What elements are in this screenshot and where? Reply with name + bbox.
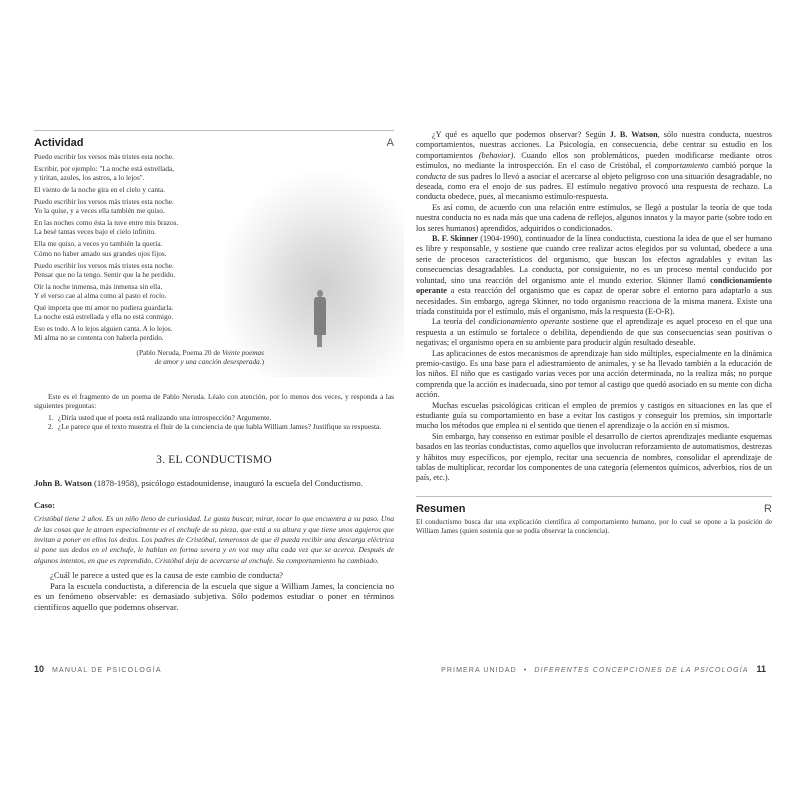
summary-box <box>416 496 772 537</box>
poem <box>34 152 264 366</box>
paragraph: Sin embargo, hay consenso en estimar posible el desarrollo de ciertos aprendizajes mediante esquemas basados en las teorías conductistas, como aquellos que involucran reforzamiento de automatismos, destrezas y hábitos muy específicos, por ejemplo, recitar una secuencia de nombres, consolidar el aprendizaje de tablas de multiplicar, recordar los componentes de una categoría (elementos químicos, adverbios, ríos de un país, etc.). <box>416 431 772 483</box>
poem-line: Cómo no haber amado sus grandes ojos fijos. <box>34 248 167 258</box>
summary-header <box>416 496 772 515</box>
summary-text: El conductismo busca dar una explicación científica al comportamiento humano, por lo cual se opone a la posición de William James (quien sostenía que se podía observar la conciencia). <box>416 517 772 536</box>
poem-line: y tiritan, azules, los astros, a lo lejos". <box>34 173 145 183</box>
poem-stanza <box>34 218 264 237</box>
poem-line: La noche está estrellada y ella no está conmigo. <box>34 312 174 322</box>
unit-label: PRIMERA UNIDAD <box>441 667 517 674</box>
paragraph: ¿Y qué es aquello que podemos observar? Según J. B. Watson, sólo nuestra conducta, nuestros comportamientos, nuestras acciones. La Psicología, en consecuencia, debe centrar su estudio en los comportamientos (behavior). Cuando ellos son problemáticos, pueden modificarse mediante otros estímulos, no mediante la introspección. En el caso de Cristóbal, el comportamiento cambió porque la conducta de sus padres lo llevó a asociar el acercarse al objeto peligroso con una situación desagradable, no deseada, como era el enojo de sus padres. El estímulo negativo provocó una respuesta de rechazo. La conducta obedece, pues, al mecanismo estímulo-respuesta. <box>416 130 772 202</box>
poem-line: Yo la quise, y a veces ella también me quiso. <box>34 206 165 216</box>
poem-stanza <box>34 164 264 183</box>
poem-line: Puedo escribir los versos más tristes esta noche. <box>34 196 174 206</box>
summary-title: Resumen <box>416 502 466 515</box>
paragraph: La teoría del condicionamiento operante sostiene que el aprendizaje es aquel proceso en el que una respuesta a un estímulo se fortalece o debilita, dependiendo de que sus consecuencias sean positivas o negativas; el organismo opera en su ambiente para producir algún resultado deseable. <box>416 317 772 348</box>
paragraph: Las aplicaciones de estos mecanismos de aprendizaje han sido múltiples, especialmente en la dinámica premio-castigo. Es una base para el adiestramiento de animales, y se ha llevado también a la educación de los niños. El niño que es castigado varias veces por una acción determinada, no la realiza más; no porque comprenda que la acción es inadecuada, sino por temor al castigo que quedó asociado en su mente con dicha acción. <box>416 348 772 400</box>
left-page <box>34 130 394 613</box>
poem-line: En las noches como ésta la tuve entre mis brazos. <box>34 218 179 228</box>
poem-stanza <box>34 197 264 216</box>
activity-header <box>34 130 394 149</box>
poem-line: Y el verso cae al alma como al pasto el rocío. <box>34 291 167 301</box>
right-footer <box>441 664 766 674</box>
poem-citation: (Pablo Neruda, Poema 20 de Veinte poemas de amor y una canción desesperada.) <box>136 347 264 366</box>
poem-stanza <box>34 282 264 301</box>
left-footer <box>34 664 162 674</box>
poem-line: Eso es todo. A lo lejos alguien canta. A lo lejos. <box>34 324 173 334</box>
activity-title: Actividad <box>34 137 84 149</box>
page-number: 11 <box>756 664 766 674</box>
poem-line: Escribir, por ejemplo: "La noche está estrellada, <box>34 163 175 173</box>
poem-line: El viento de la noche gira en el cielo y canta. <box>34 185 166 195</box>
question-item: 1. ¿Diría usted que el poeta está realizando una introspección? Argumente. <box>48 412 272 422</box>
section-title: 3. EL CONDUCTISMO <box>156 453 272 466</box>
poem-stanza <box>34 303 264 322</box>
case-label: Caso: <box>34 500 56 511</box>
poem-line: Pensar que no la tengo. Sentir que la he perdido. <box>34 269 176 279</box>
poem-area <box>34 152 394 384</box>
poem-stanza <box>34 185 264 194</box>
activity-questions <box>48 413 394 432</box>
activity-letter: A <box>386 137 394 149</box>
poem-stanza <box>34 261 264 280</box>
activity-intro: Este es el fragmento de un poema de Pablo Neruda. Léalo con atención, por lo menos dos veces, y responda a las siguientes preguntas: <box>34 392 394 411</box>
paragraph: Es así como, de acuerdo con una relación entre estímulos, se llegó a postular la teoría de que toda nuestra conducta no es nada más que una cadena de reflejos, algunos innatos y la mayor parte (sobre todo en los seres humanos) aprendidos, adquiridos o condicionados. <box>416 202 772 233</box>
paragraph: Muchas escuelas psicológicas critican el empleo de premios y castigos en situaciones en las que el estudiante guía su comportamiento en base a evitar los castigos y conseguir los premios, sin importarle mucho los métodos que emplea ni el sentido que tienen el aprendizaje o la acción en sí mismos. <box>416 400 772 431</box>
case-text: Cristóbal tiene 2 años. Es un niño lleno de curiosidad. Le gusta buscar, mirar, tocar lo que encuentra a su paso. Una de las cosas que le atraen especialmente es el enchufe de su pieza, que está a su altura y que tiene unos agujeros que invitan a poner en ellos los dedos. Los padres de Cristóbal, temerosos de que él pueda recibir una descarga eléctrica si pone sus dedos en el enchufe, le hablan en forma severa y en voz muy alta cada vez que se acerca. Después de algunos intentos, en que es reprendido, Cristóbal deja de acercarse al enchufe. Su comportamiento ha cambiado. <box>34 514 394 565</box>
poem-line: Qué importa que mi amor no pudiera guardarla. <box>34 302 174 312</box>
poem-stanza <box>34 239 264 258</box>
paragraph: B. F. Skinner (1904-1990), continuador de la línea conductista, cuestiona la idea de que el ser humano es libre y responsable, y sostiene que cuando cree realizar actos elegidos por su voluntad, obedece a una serie de procesos característicos del organismo, que buscan los efectos agradables y evitan las consecuencias desagradables. La conducta, por consiguiente, no es un proceso mental conducido por voluntad, sino una reacción del organismo ante el mundo exterior. Skinner llamó condicionamiento operante a esta reacción del organismo que es capaz de operar sobre el entorno para adaptarlo a sus necesidades. Sin embargo, agrega Skinner, no todo organismo reacciona de la misma manera. Existe una tríada constituida por el estímulo, más el organismo, más la respuesta (E-O-R). <box>416 234 772 316</box>
poem-line: Mi alma no se contenta con haberla perdido. <box>34 333 164 343</box>
right-page <box>416 130 772 536</box>
question-item: 2. ¿Le parece que el texto muestra el fluir de la conciencia de que habla William James? Justifique su respuesta. <box>48 422 382 432</box>
book-title: MANUAL DE PSICOLOGÍA <box>52 667 162 674</box>
summary-letter: R <box>764 502 772 515</box>
poem-line: Puedo escribir los versos más tristes esta noche. <box>34 260 174 270</box>
poem-stanza <box>34 324 264 343</box>
watson-intro: John B. Watson (1878-1958), psicólogo estadounidense, inauguró la escuela del Conductismo. <box>34 477 363 488</box>
chapter-label: DIFERENTES CONCEPCIONES DE LA PSICOLOGÍA <box>534 667 749 674</box>
poem-line: Ella me quiso, a veces yo también la quería. <box>34 239 163 249</box>
page-number: 10 <box>34 664 45 674</box>
poem-line: La besé tantas veces bajo el cielo infinito. <box>34 227 156 237</box>
closing-paragraph: Para la escuela conductista, a diferencia de la escuela que sigue a William James, la conciencia no es un fenómeno observable: es demasiado subjetiva. Sólo podemos estudiar o poner en términos científicos aquello que podemos observar. <box>34 580 394 613</box>
poem-line: Oír la noche inmensa, más inmensa sin ella. <box>34 281 163 291</box>
poem-stanza <box>34 152 264 161</box>
case-question: ¿Cuál le parece a usted que es la causa de este cambio de conducta? <box>50 570 284 581</box>
footer-separator: • <box>523 667 528 674</box>
poem-line: Puedo escribir los versos más tristes esta noche. <box>34 152 174 161</box>
standing-figure-icon <box>314 290 326 348</box>
